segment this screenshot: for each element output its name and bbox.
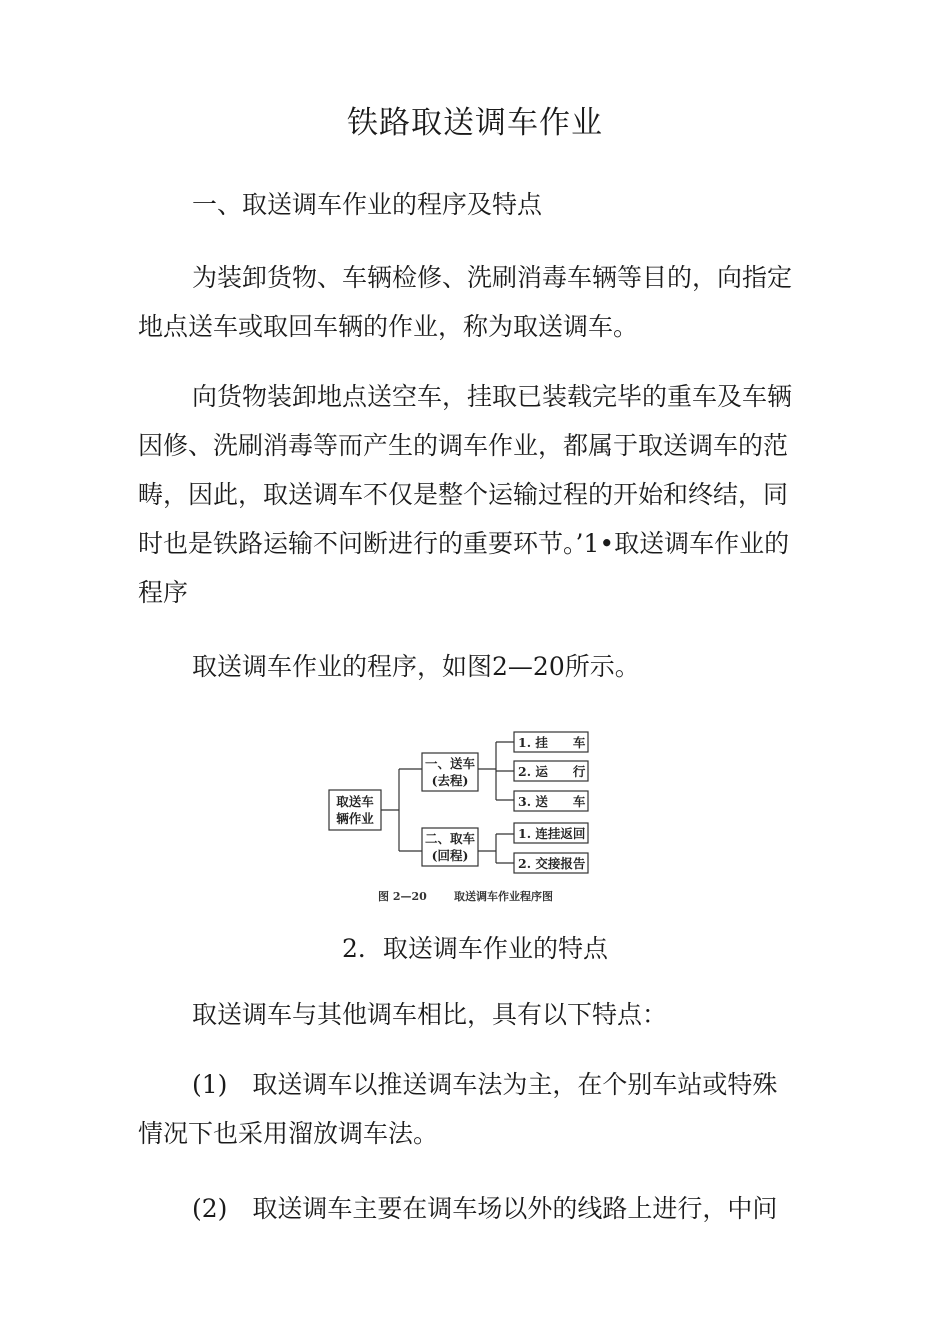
diagram-root-line2: 辆作业: [336, 811, 374, 826]
diagram-leaf-run-label: 2. 运 行: [518, 764, 586, 779]
diagram-branch-pickup-line1: 二、取车: [424, 831, 476, 846]
document-title: 铁路取送调车作业: [347, 105, 603, 141]
list-item-1: (1) 取送调车以推送调车法为主，在个别车站或特殊情况下也采用溜放调车法。: [138, 1070, 778, 1148]
paragraph-features-intro: 取送调车与其他调车相比，具有以下特点：: [192, 1000, 668, 1029]
section-2-heading: 2．取送调车作业的特点: [342, 934, 608, 963]
procedure-diagram-svg: [326, 724, 596, 914]
diagram-leaf-handover-label: 2. 交接报告: [518, 856, 586, 871]
diagram-leaf-deliver-label: 3. 送 车: [518, 794, 586, 809]
diagram-leaf-couple-label: 1. 挂 车: [518, 735, 586, 750]
list-item-2: (2) 取送调车主要在调车场以外的线路上进行，中问: [192, 1194, 778, 1223]
diagram-caption-number: 图 2—20: [378, 890, 427, 903]
paragraph-figure-reference: 取送调车作业的程序，如图2—20所示。: [192, 652, 640, 681]
diagram-branch-deliver-line1: 一、送车: [424, 756, 476, 771]
paragraph-scope: 向货物装卸地点送空车，挂取已装载完毕的重车及车辆因修、洗刷消毒等而产生的调车作业，都属于取送调车的范畴，因此，取送调车不仅是整个运输过程的开始和终结，同时也是铁路运输不问断进行的重要环节。’1•取送调车作业的程序: [138, 382, 793, 607]
diagram-branch-pickup-line2: (回程): [431, 848, 469, 863]
diagram-branch-deliver-line2: (去程): [431, 773, 469, 788]
section-1-heading: 一、取送调车作业的程序及特点: [192, 190, 543, 219]
diagram-root-line1: 取送车: [336, 794, 374, 809]
paragraph-definition: 为装卸货物、车辆检修、洗刷消毒车辆等目的，向指定地点送车或取回车辆的作业，称为取送调车。: [138, 263, 793, 341]
procedure-diagram: [326, 724, 596, 914]
diagram-caption-text: 取送调车作业程序图: [454, 890, 553, 903]
diagram-leaf-return-label: 1. 连挂返回: [518, 826, 586, 841]
